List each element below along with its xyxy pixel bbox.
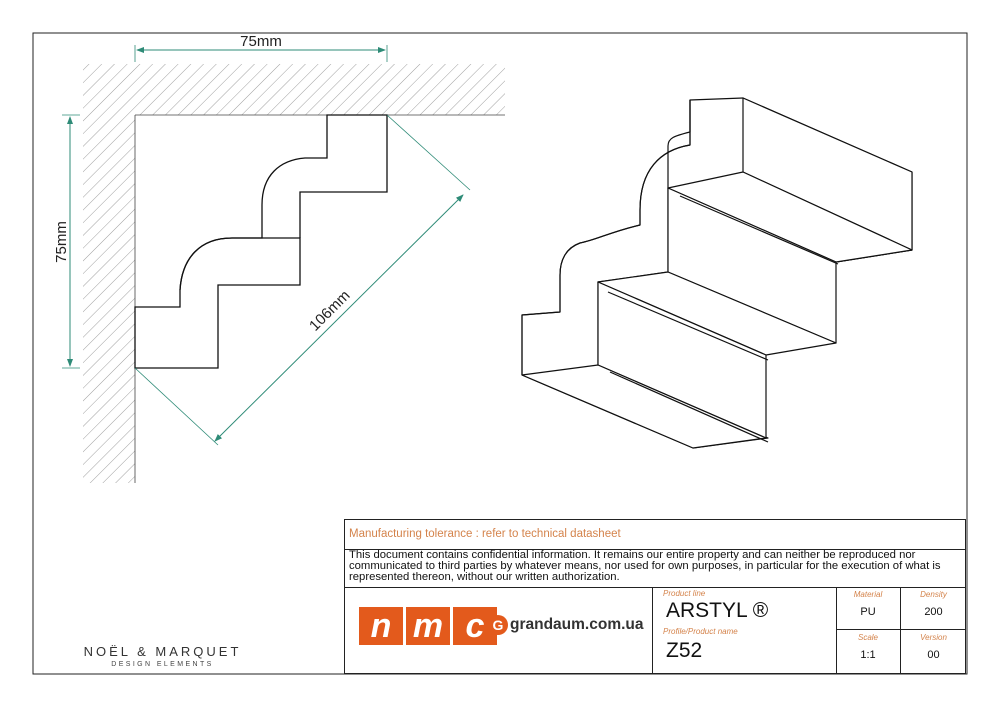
profile-value: Z52 <box>666 639 703 662</box>
nmc-letter-c: c <box>453 607 497 645</box>
material-cell <box>836 587 901 630</box>
nmc-letter-n: n <box>359 607 403 645</box>
density-value: 200 <box>924 606 943 618</box>
dimension-width-label: 75mm <box>240 33 282 50</box>
dealer-site: grandaum.com.ua <box>510 616 644 633</box>
profile-section <box>135 238 300 368</box>
noel-marquet-logo <box>80 644 245 668</box>
version-cell <box>901 630 966 673</box>
tolerance-row <box>345 520 965 550</box>
material-value: PU <box>860 606 876 618</box>
nmc-logo <box>359 607 497 645</box>
profile-label: Profile/Product name <box>663 627 738 636</box>
meta-grid <box>836 587 967 674</box>
dimension-diagonal <box>135 115 470 445</box>
dimension-diagonal-label: 106mm <box>306 287 354 335</box>
product-line-value: ARSTYL ® <box>666 599 769 622</box>
material-label: Material <box>853 590 883 599</box>
scale-label: Scale <box>857 633 878 642</box>
scale-value: 1:1 <box>860 649 876 661</box>
brand-subtitle: DESIGN ELEMENTS <box>111 661 214 668</box>
brand-name: NOËL & MARQUET <box>83 644 242 659</box>
density-cell <box>901 587 966 630</box>
dealer-g-icon: G <box>488 615 508 635</box>
tolerance-note: Manufacturing tolerance : refer to technical datasheet <box>349 528 621 540</box>
confidentiality-row <box>345 549 965 588</box>
profile-section-upper <box>180 115 387 290</box>
version-label: Version <box>920 633 947 642</box>
dimension-height-label: 75mm <box>53 221 70 263</box>
version-value: 00 <box>927 649 940 661</box>
density-label: Density <box>920 590 947 599</box>
dealer-logo <box>488 615 644 635</box>
product-cell <box>652 587 837 674</box>
confidentiality-text: This document contains confidential information. It remains our entire property and can neither be reproduced nor communicated to third parties by whatever means, nor used for own purposes, in particular for the execution of what is represented thereon, without our written authorization. <box>349 549 941 583</box>
title-block <box>344 519 966 674</box>
scale-cell <box>836 630 901 673</box>
isometric-view <box>522 98 912 448</box>
nmc-letter-m: m <box>406 607 450 645</box>
logo-cell <box>345 587 653 674</box>
product-line-label: Product line <box>663 589 706 598</box>
wall-ceiling-hatch <box>83 64 505 483</box>
